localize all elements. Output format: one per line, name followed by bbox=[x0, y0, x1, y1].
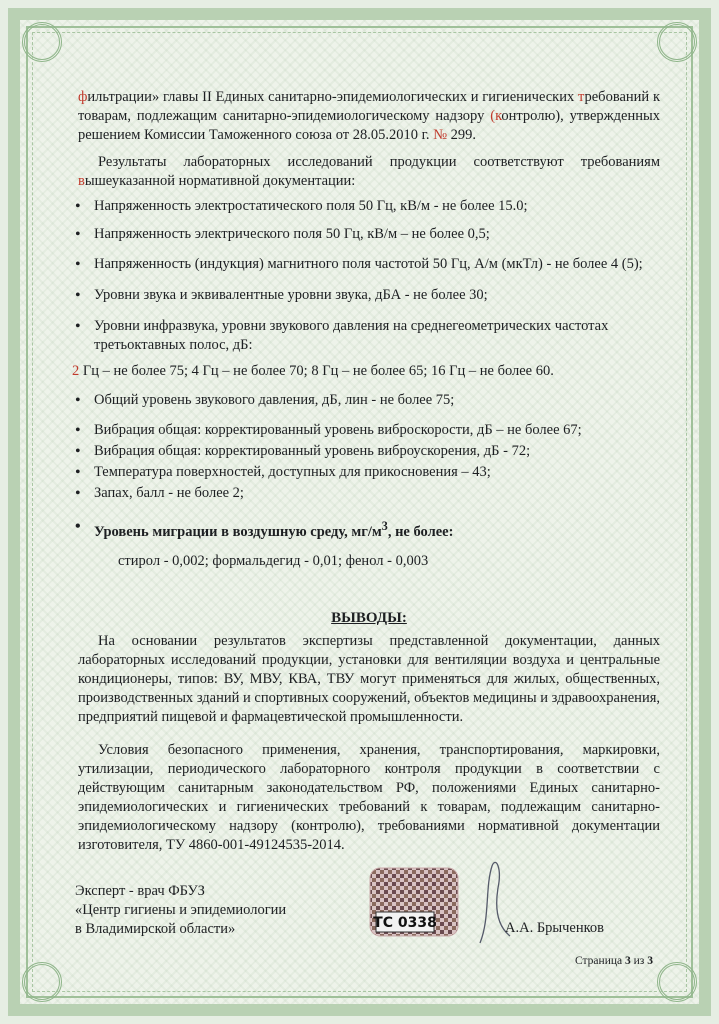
paragraph-filtration bbox=[78, 88, 660, 145]
list-item: • Напряженность (индукция) магнитного поля частотой 50 Гц, А/м (мкТл) - не более 4 (5); bbox=[78, 255, 660, 274]
frame-ornament bbox=[22, 22, 62, 62]
list-item: • Запах, балл - не более 2; bbox=[78, 484, 660, 503]
expert-organization: «Центр гигиены и эпидемиологии bbox=[75, 902, 287, 918]
text-fragment: Результаты лабораторных исследований продукции соответствуют требованиям bbox=[98, 154, 660, 170]
list-item: • Вибрация общая: корректированный уровень виброскорости, дБ – не более 67; bbox=[78, 421, 660, 440]
red-letter: 2 bbox=[72, 363, 80, 379]
expert-name: А.А. Брыченков bbox=[505, 920, 605, 936]
frame-ornament bbox=[657, 962, 697, 1002]
text-fragment: , не более: bbox=[387, 523, 454, 540]
text-fragment: 299. bbox=[447, 127, 477, 143]
text-fragment: 3 bbox=[381, 519, 388, 533]
expert-title: Эксперт - врач ФБУЗ bbox=[75, 883, 205, 899]
list-item: • Общий уровень звукового давления, дБ, лин - не более 75; bbox=[78, 391, 660, 410]
migration-values: стирол - 0,002; формальдегид - 0,01; фенол - 0,003 bbox=[118, 552, 429, 569]
document-body bbox=[72, 88, 660, 855]
list-item: • Уровни звука и эквивалентные уровни звука, дБА - не более 30; bbox=[78, 286, 660, 305]
conclusions-paragraph-1: На основании результатов экспертизы представленной документации, данных лабораторных исследований продукции, установки для вентиляции воздуха и центральные кондиционеры, типов: ВУ, МВУ, КВА, ТВУ могут применяться для жилых, общественных, производственных зданий и спортивных сооружений, объектов медицины и здравоохранения, предприятий пищевой и фармацевтической промышленности. bbox=[78, 632, 660, 725]
hologram-stamp bbox=[368, 866, 460, 938]
text-fragment: 3 bbox=[624, 955, 631, 967]
list-item: • Температура поверхностей, доступных для прикосновения – 43; bbox=[78, 463, 660, 482]
expert-signature-block bbox=[75, 882, 286, 939]
requirements-list bbox=[78, 197, 660, 355]
requirements-list-2 bbox=[78, 391, 660, 542]
stamp-code: ТС 0338 bbox=[373, 915, 437, 931]
paragraph-results bbox=[78, 153, 660, 191]
list-item: • Напряженность электрического поля 50 Гц, кВ/м – не более 0,5; bbox=[78, 225, 660, 244]
page-number bbox=[575, 955, 653, 967]
text-fragment: ышеуказанной нормативной документации: bbox=[84, 173, 356, 189]
frame-ornament bbox=[657, 22, 697, 62]
text-fragment: ребований к товарам, подлежащим санитарно-эпидемиологическому надзору bbox=[78, 89, 660, 124]
text-fragment: ильтрации» главы II Единых санитарно-эпидемиологических и гигиенических bbox=[87, 89, 578, 105]
frame-ornament bbox=[22, 962, 62, 1002]
expert-region: в Владимирской области» bbox=[75, 921, 236, 937]
text-fragment: Гц – не более 75; 4 Гц – не более 70; 8 Гц – не более 65; 16 Гц – не более 60. bbox=[79, 363, 554, 379]
text-fragment: из bbox=[630, 955, 648, 967]
text-fragment: Уровень миграции в воздушную среду, мг/м bbox=[94, 523, 382, 540]
list-item: • Напряженность электростатического поля 50 Гц, кВ/м - не более 15.0; bbox=[78, 197, 660, 216]
red-letter: (к bbox=[490, 108, 502, 124]
text-fragment: 3 bbox=[647, 955, 653, 967]
red-letter: т bbox=[577, 89, 585, 105]
infrasound-values bbox=[72, 362, 660, 381]
red-letter: № bbox=[433, 127, 448, 143]
list-item: • Уровни инфразвука, уровни звукового давления на среднегеометрических частотах третьоктавных полос, дБ: bbox=[78, 317, 660, 355]
red-letter: ф bbox=[78, 89, 88, 105]
conclusions-paragraph-2: Условия безопасного применения, хранения, транспортирования, маркировки, утилизации, периодического лабораторного контроля продукции в соответствии с действующим санитарным законодательством РФ, положениями Единых санитарно-эпидемиологических и гигиенических требований к товарам, подлежащим санитарно-эпидемиологическому надзору (контролю), требованиями нормативной документации изготовителя, ТУ 4860-001-49124535-2014. bbox=[78, 741, 660, 853]
conclusions-title: ВЫВОДЫ: bbox=[331, 609, 407, 626]
list-item: • Вибрация общая: корректированный уровень виброускорения, дБ - 72; bbox=[78, 442, 660, 461]
text-fragment: Страница bbox=[575, 955, 625, 967]
red-letter: в bbox=[78, 173, 85, 189]
migration-heading bbox=[78, 517, 660, 542]
text-fragment: онтролю), утвержденных решением Комиссии Таможенного союза от 28.05.2010 г. bbox=[78, 108, 660, 143]
